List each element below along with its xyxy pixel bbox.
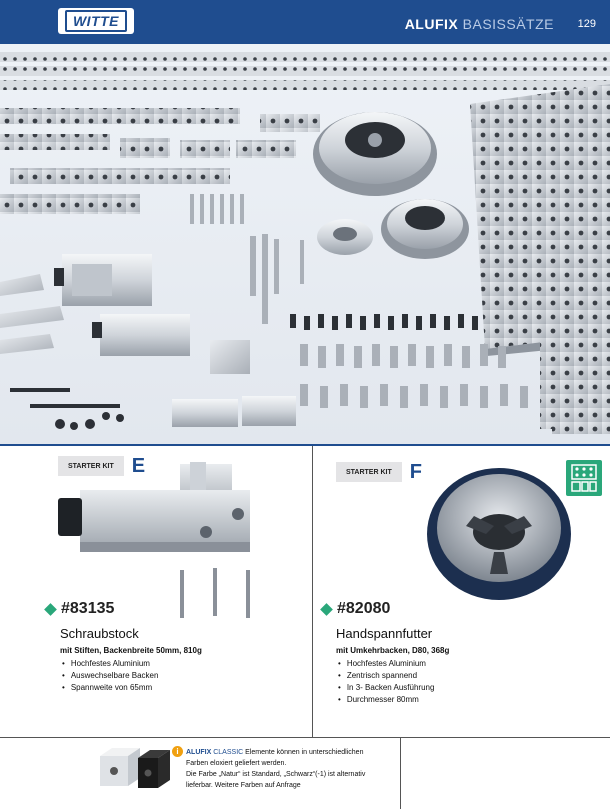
kit-letter: E xyxy=(131,455,146,477)
starter-kit-label: STARTER KIT xyxy=(58,456,124,476)
feature-item: • Hochfestes Aluminium xyxy=(338,658,434,670)
feature-item: • In 3- Backen Ausführung xyxy=(338,682,434,694)
notice-line-1-text: Elemente können in unterschiedlichen xyxy=(245,749,364,756)
sku-text: #83135 xyxy=(61,600,115,617)
notice-line-1 xyxy=(186,747,398,758)
grid-system-icon xyxy=(566,460,602,496)
section-divider xyxy=(0,444,610,446)
product-name: Schraubstock xyxy=(60,626,139,641)
notice-line-2: Farben eloxiert geliefert werden. xyxy=(186,760,287,767)
feature-item: • Spannweite von 65mm xyxy=(62,682,158,694)
feature-list xyxy=(338,658,434,706)
modular-fixture-parts-illustration xyxy=(0,44,610,444)
product-sku-83135 xyxy=(46,600,114,618)
feature-item: • Hochfestes Aluminium xyxy=(62,658,158,670)
product-subtitle: mit Stiften, Backenbreite 50mm, 810g xyxy=(60,646,202,655)
feature-item: • Durchmesser 80mm xyxy=(338,694,434,706)
notice-classic: CLASSIC xyxy=(213,749,244,756)
section-title xyxy=(405,16,554,32)
small-chuck xyxy=(381,199,469,259)
page-header xyxy=(0,0,610,44)
info-icon: i xyxy=(172,746,183,757)
vise-1 xyxy=(54,254,152,306)
column-divider xyxy=(312,446,313,737)
footer-column-divider xyxy=(400,738,401,809)
starter-kit-label: STARTER KIT xyxy=(336,462,402,482)
footer-divider xyxy=(0,737,610,738)
feature-item: • Auswechselbare Backen xyxy=(62,670,158,682)
notice-line-3: Die Farbe „Natur“ ist Standard, „Schwarz“(-1) ist alternativ xyxy=(186,771,366,778)
feature-list xyxy=(62,658,158,694)
witte-logo xyxy=(58,8,134,34)
ring-part xyxy=(317,219,373,255)
section-title-light: BASISSÄTZE xyxy=(462,16,554,32)
page-number: 129 xyxy=(577,18,596,30)
feature-item: • Zentrisch spannend xyxy=(338,670,434,682)
vise-product-image xyxy=(50,462,260,622)
notice-brand: ALUFIX xyxy=(186,749,212,756)
diamond-bullet-icon xyxy=(320,603,333,616)
vise-2 xyxy=(92,314,190,356)
kit-letter: F xyxy=(409,461,422,483)
diamond-bullet-icon xyxy=(44,603,57,616)
logo-text: WITTE xyxy=(65,10,127,32)
product-sku-82080 xyxy=(322,600,390,618)
starter-kit-badge-f xyxy=(336,462,422,482)
product-name: Handspannfutter xyxy=(336,626,433,641)
large-chuck xyxy=(313,112,437,196)
notice-line-4: lieferbar. Weitere Farben auf Anfrage xyxy=(186,782,301,789)
chuck-product-image xyxy=(424,462,574,602)
sku-text: #82080 xyxy=(337,600,391,617)
product-overview-photo xyxy=(0,44,610,444)
color-notice xyxy=(186,747,398,791)
section-title-bold: ALUFIX xyxy=(404,16,459,32)
color-variant-blocks-image xyxy=(98,744,172,792)
product-subtitle: mit Umkehrbacken, D80, 368g xyxy=(336,646,450,655)
